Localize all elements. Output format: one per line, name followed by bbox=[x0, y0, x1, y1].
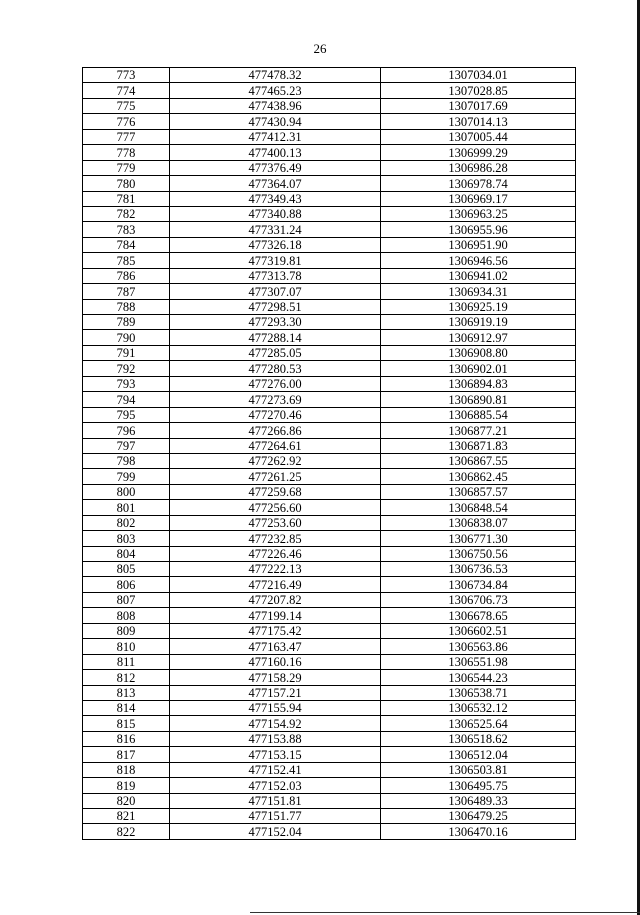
y-coordinate-cell: 1306986.28 bbox=[381, 160, 576, 175]
x-coordinate-cell: 477412.31 bbox=[170, 129, 381, 144]
table-row bbox=[83, 747, 576, 762]
y-coordinate-cell: 1306771.30 bbox=[381, 531, 576, 546]
table-row bbox=[83, 83, 576, 98]
table-row bbox=[83, 330, 576, 345]
point-number-cell: 800 bbox=[83, 484, 170, 499]
point-number-cell: 814 bbox=[83, 700, 170, 715]
x-coordinate-cell: 477222.13 bbox=[170, 562, 381, 577]
point-number-cell: 799 bbox=[83, 469, 170, 484]
y-coordinate-cell: 1306525.64 bbox=[381, 716, 576, 731]
table-row bbox=[83, 469, 576, 484]
table-row bbox=[83, 793, 576, 808]
point-number-cell: 804 bbox=[83, 546, 170, 561]
table-row bbox=[83, 546, 576, 561]
x-coordinate-cell: 477478.32 bbox=[170, 68, 381, 83]
x-coordinate-cell: 477438.96 bbox=[170, 98, 381, 113]
coordinates-table-body bbox=[83, 68, 576, 840]
x-coordinate-cell: 477226.46 bbox=[170, 546, 381, 561]
point-number-cell: 805 bbox=[83, 562, 170, 577]
x-coordinate-cell: 477207.82 bbox=[170, 592, 381, 607]
x-coordinate-cell: 477465.23 bbox=[170, 83, 381, 98]
point-number-cell: 811 bbox=[83, 654, 170, 669]
y-coordinate-cell: 1306946.56 bbox=[381, 253, 576, 268]
y-coordinate-cell: 1306862.45 bbox=[381, 469, 576, 484]
y-coordinate-cell: 1306877.21 bbox=[381, 423, 576, 438]
x-coordinate-cell: 477153.15 bbox=[170, 747, 381, 762]
point-number-cell: 808 bbox=[83, 608, 170, 623]
point-number-cell: 812 bbox=[83, 670, 170, 685]
x-coordinate-cell: 477400.13 bbox=[170, 145, 381, 160]
table-row bbox=[83, 515, 576, 530]
x-coordinate-cell: 477160.16 bbox=[170, 654, 381, 669]
x-coordinate-cell: 477364.07 bbox=[170, 176, 381, 191]
x-coordinate-cell: 477256.60 bbox=[170, 500, 381, 515]
x-coordinate-cell: 477264.61 bbox=[170, 438, 381, 453]
y-coordinate-cell: 1306734.84 bbox=[381, 577, 576, 592]
y-coordinate-cell: 1306902.01 bbox=[381, 361, 576, 376]
x-coordinate-cell: 477253.60 bbox=[170, 515, 381, 530]
y-coordinate-cell: 1306512.04 bbox=[381, 747, 576, 762]
point-number-cell: 820 bbox=[83, 793, 170, 808]
y-coordinate-cell: 1306706.73 bbox=[381, 592, 576, 607]
point-number-cell: 817 bbox=[83, 747, 170, 762]
table-row bbox=[83, 700, 576, 715]
point-number-cell: 818 bbox=[83, 762, 170, 777]
y-coordinate-cell: 1306495.75 bbox=[381, 778, 576, 793]
point-number-cell: 787 bbox=[83, 284, 170, 299]
table-row bbox=[83, 145, 576, 160]
y-coordinate-cell: 1306908.80 bbox=[381, 345, 576, 360]
y-coordinate-cell: 1306941.02 bbox=[381, 268, 576, 283]
point-number-cell: 822 bbox=[83, 824, 170, 839]
table-row bbox=[83, 68, 576, 83]
x-coordinate-cell: 477157.21 bbox=[170, 685, 381, 700]
table-row bbox=[83, 376, 576, 391]
table-row bbox=[83, 114, 576, 129]
x-coordinate-cell: 477151.81 bbox=[170, 793, 381, 808]
table-row bbox=[83, 623, 576, 638]
table-row bbox=[83, 484, 576, 499]
point-number-cell: 790 bbox=[83, 330, 170, 345]
point-number-cell: 784 bbox=[83, 237, 170, 252]
y-coordinate-cell: 1306890.81 bbox=[381, 392, 576, 407]
table-row bbox=[83, 592, 576, 607]
point-number-cell: 786 bbox=[83, 268, 170, 283]
y-coordinate-cell: 1306934.31 bbox=[381, 284, 576, 299]
point-number-cell: 789 bbox=[83, 315, 170, 330]
x-coordinate-cell: 477307.07 bbox=[170, 284, 381, 299]
y-coordinate-cell: 1306489.33 bbox=[381, 793, 576, 808]
point-number-cell: 775 bbox=[83, 98, 170, 113]
y-coordinate-cell: 1306919.19 bbox=[381, 315, 576, 330]
point-number-cell: 794 bbox=[83, 392, 170, 407]
x-coordinate-cell: 477285.05 bbox=[170, 345, 381, 360]
table-row bbox=[83, 191, 576, 206]
x-coordinate-cell: 477232.85 bbox=[170, 531, 381, 546]
x-coordinate-cell: 477430.94 bbox=[170, 114, 381, 129]
point-number-cell: 803 bbox=[83, 531, 170, 546]
x-coordinate-cell: 477288.14 bbox=[170, 330, 381, 345]
y-coordinate-cell: 1306518.62 bbox=[381, 731, 576, 746]
table-row bbox=[83, 345, 576, 360]
point-number-cell: 791 bbox=[83, 345, 170, 360]
y-coordinate-cell: 1307005.44 bbox=[381, 129, 576, 144]
x-coordinate-cell: 477276.00 bbox=[170, 376, 381, 391]
x-coordinate-cell: 477266.86 bbox=[170, 423, 381, 438]
point-number-cell: 821 bbox=[83, 809, 170, 824]
point-number-cell: 777 bbox=[83, 129, 170, 144]
point-number-cell: 801 bbox=[83, 500, 170, 515]
table-row bbox=[83, 98, 576, 113]
y-coordinate-cell: 1307034.01 bbox=[381, 68, 576, 83]
point-number-cell: 780 bbox=[83, 176, 170, 191]
point-number-cell: 783 bbox=[83, 222, 170, 237]
y-coordinate-cell: 1306551.98 bbox=[381, 654, 576, 669]
x-coordinate-cell: 477154.92 bbox=[170, 716, 381, 731]
point-number-cell: 782 bbox=[83, 206, 170, 221]
y-coordinate-cell: 1306678.65 bbox=[381, 608, 576, 623]
x-coordinate-cell: 477273.69 bbox=[170, 392, 381, 407]
point-number-cell: 809 bbox=[83, 623, 170, 638]
y-coordinate-cell: 1306951.90 bbox=[381, 237, 576, 252]
point-number-cell: 785 bbox=[83, 253, 170, 268]
y-coordinate-cell: 1306848.54 bbox=[381, 500, 576, 515]
point-number-cell: 815 bbox=[83, 716, 170, 731]
table-row bbox=[83, 237, 576, 252]
y-coordinate-cell: 1306857.57 bbox=[381, 484, 576, 499]
x-coordinate-cell: 477326.18 bbox=[170, 237, 381, 252]
x-coordinate-cell: 477349.43 bbox=[170, 191, 381, 206]
table-row bbox=[83, 253, 576, 268]
point-number-cell: 816 bbox=[83, 731, 170, 746]
table-row bbox=[83, 824, 576, 839]
table-row bbox=[83, 268, 576, 283]
y-coordinate-cell: 1306978.74 bbox=[381, 176, 576, 191]
table-row bbox=[83, 176, 576, 191]
scan-edge-bottom bbox=[250, 912, 640, 913]
y-coordinate-cell: 1306479.25 bbox=[381, 809, 576, 824]
coordinates-table bbox=[82, 67, 576, 840]
x-coordinate-cell: 477216.49 bbox=[170, 577, 381, 592]
point-number-cell: 797 bbox=[83, 438, 170, 453]
y-coordinate-cell: 1306544.23 bbox=[381, 670, 576, 685]
x-coordinate-cell: 477153.88 bbox=[170, 731, 381, 746]
x-coordinate-cell: 477261.25 bbox=[170, 469, 381, 484]
point-number-cell: 802 bbox=[83, 515, 170, 530]
x-coordinate-cell: 477199.14 bbox=[170, 608, 381, 623]
y-coordinate-cell: 1306750.56 bbox=[381, 546, 576, 561]
table-row bbox=[83, 129, 576, 144]
point-number-cell: 810 bbox=[83, 639, 170, 654]
x-coordinate-cell: 477151.77 bbox=[170, 809, 381, 824]
table-row bbox=[83, 284, 576, 299]
x-coordinate-cell: 477340.88 bbox=[170, 206, 381, 221]
y-coordinate-cell: 1306532.12 bbox=[381, 700, 576, 715]
table-row bbox=[83, 577, 576, 592]
y-coordinate-cell: 1306838.07 bbox=[381, 515, 576, 530]
x-coordinate-cell: 477331.24 bbox=[170, 222, 381, 237]
table-row bbox=[83, 222, 576, 237]
table-row bbox=[83, 500, 576, 515]
point-number-cell: 781 bbox=[83, 191, 170, 206]
y-coordinate-cell: 1306867.55 bbox=[381, 453, 576, 468]
y-coordinate-cell: 1307028.85 bbox=[381, 83, 576, 98]
table-row bbox=[83, 453, 576, 468]
point-number-cell: 776 bbox=[83, 114, 170, 129]
table-row bbox=[83, 407, 576, 422]
x-coordinate-cell: 477319.81 bbox=[170, 253, 381, 268]
table-row bbox=[83, 608, 576, 623]
point-number-cell: 792 bbox=[83, 361, 170, 376]
page-number: 26 bbox=[313, 41, 327, 56]
x-coordinate-cell: 477262.92 bbox=[170, 453, 381, 468]
point-number-cell: 796 bbox=[83, 423, 170, 438]
y-coordinate-cell: 1306963.25 bbox=[381, 206, 576, 221]
y-coordinate-cell: 1306563.86 bbox=[381, 639, 576, 654]
x-coordinate-cell: 477293.30 bbox=[170, 315, 381, 330]
table-row bbox=[83, 762, 576, 777]
point-number-cell: 795 bbox=[83, 407, 170, 422]
y-coordinate-cell: 1306470.16 bbox=[381, 824, 576, 839]
y-coordinate-cell: 1306912.97 bbox=[381, 330, 576, 345]
point-number-cell: 798 bbox=[83, 453, 170, 468]
y-coordinate-cell: 1306925.19 bbox=[381, 299, 576, 314]
x-coordinate-cell: 477259.68 bbox=[170, 484, 381, 499]
y-coordinate-cell: 1306885.54 bbox=[381, 407, 576, 422]
point-number-cell: 788 bbox=[83, 299, 170, 314]
y-coordinate-cell: 1306955.96 bbox=[381, 222, 576, 237]
table-row bbox=[83, 639, 576, 654]
point-number-cell: 819 bbox=[83, 778, 170, 793]
x-coordinate-cell: 477152.41 bbox=[170, 762, 381, 777]
x-coordinate-cell: 477175.42 bbox=[170, 623, 381, 638]
x-coordinate-cell: 477155.94 bbox=[170, 700, 381, 715]
point-number-cell: 793 bbox=[83, 376, 170, 391]
table-row bbox=[83, 670, 576, 685]
y-coordinate-cell: 1306538.71 bbox=[381, 685, 576, 700]
y-coordinate-cell: 1306736.53 bbox=[381, 562, 576, 577]
point-number-cell: 773 bbox=[83, 68, 170, 83]
y-coordinate-cell: 1306999.29 bbox=[381, 145, 576, 160]
table-row bbox=[83, 315, 576, 330]
point-number-cell: 778 bbox=[83, 145, 170, 160]
y-coordinate-cell: 1306602.51 bbox=[381, 623, 576, 638]
x-coordinate-cell: 477152.03 bbox=[170, 778, 381, 793]
table-row bbox=[83, 438, 576, 453]
table-row bbox=[83, 361, 576, 376]
table-row bbox=[83, 531, 576, 546]
table-row bbox=[83, 731, 576, 746]
x-coordinate-cell: 477152.04 bbox=[170, 824, 381, 839]
x-coordinate-cell: 477158.29 bbox=[170, 670, 381, 685]
table-row bbox=[83, 685, 576, 700]
x-coordinate-cell: 477376.49 bbox=[170, 160, 381, 175]
table-row bbox=[83, 809, 576, 824]
x-coordinate-cell: 477280.53 bbox=[170, 361, 381, 376]
x-coordinate-cell: 477163.47 bbox=[170, 639, 381, 654]
y-coordinate-cell: 1307017.69 bbox=[381, 98, 576, 113]
table-row bbox=[83, 778, 576, 793]
point-number-cell: 774 bbox=[83, 83, 170, 98]
point-number-cell: 806 bbox=[83, 577, 170, 592]
table-row bbox=[83, 716, 576, 731]
x-coordinate-cell: 477313.78 bbox=[170, 268, 381, 283]
table-row bbox=[83, 562, 576, 577]
point-number-cell: 779 bbox=[83, 160, 170, 175]
y-coordinate-cell: 1306503.81 bbox=[381, 762, 576, 777]
x-coordinate-cell: 477298.51 bbox=[170, 299, 381, 314]
x-coordinate-cell: 477270.46 bbox=[170, 407, 381, 422]
point-number-cell: 807 bbox=[83, 592, 170, 607]
table-row bbox=[83, 423, 576, 438]
y-coordinate-cell: 1306871.83 bbox=[381, 438, 576, 453]
point-number-cell: 813 bbox=[83, 685, 170, 700]
table-row bbox=[83, 299, 576, 314]
y-coordinate-cell: 1307014.13 bbox=[381, 114, 576, 129]
table-row bbox=[83, 392, 576, 407]
table-row bbox=[83, 206, 576, 221]
table-row bbox=[83, 654, 576, 669]
y-coordinate-cell: 1306969.17 bbox=[381, 191, 576, 206]
y-coordinate-cell: 1306894.83 bbox=[381, 376, 576, 391]
table-row bbox=[83, 160, 576, 175]
